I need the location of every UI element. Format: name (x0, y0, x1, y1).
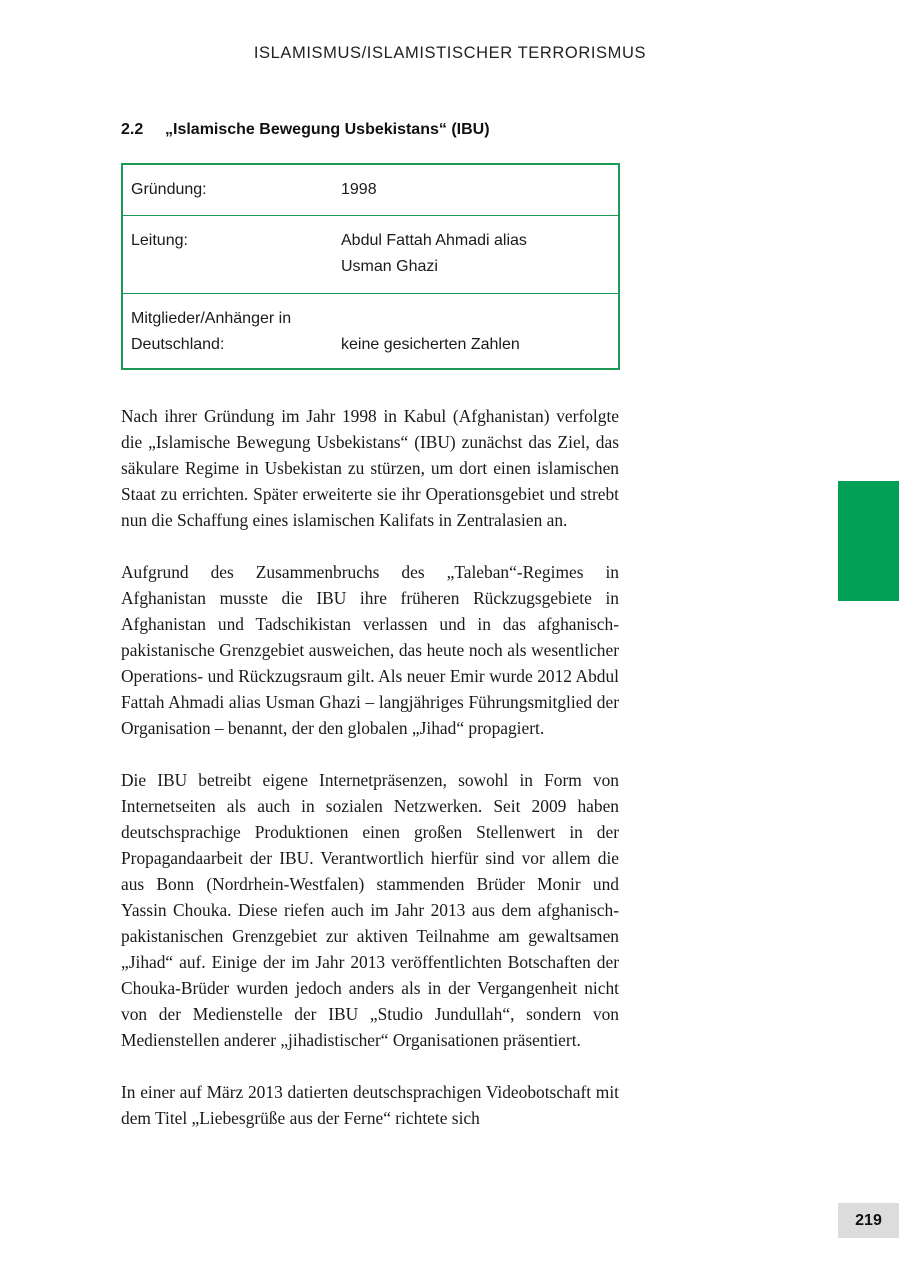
founding-label: Gründung: (131, 181, 207, 198)
section-number: 2.2 (121, 121, 144, 138)
paragraph-founding: Nach ihrer Gründung im Jahr 1998 in Kabul (Afghanistan) verfolgte die „Islamische Bewegung Usbekistans“ (IBU) zunächst das Ziel, das säkulare Regime in Usbekistan zu stürzen, um dort einen islamischen Staat zu errichten. Später erweiterte sie ihr Operationsgebiet und strebt nun die Schaffung eines islamischen Kalifats in Zentralasien an. (121, 406, 619, 530)
section-heading (121, 121, 490, 139)
section-title: „Islamische Bewegung Usbekistans“ (IBU) (165, 121, 490, 138)
body-text (121, 403, 619, 1157)
paragraph-taleban: Aufgrund des Zusammenbruchs des „Taleban“-Regimes in Afghanistan musste die IBU ihre früheren Rückzugsgebiete in Afghanistan und Tadschikistan verlassen und in das afghanisch-pakistanische Grenzgebiet ausweichen, das heute noch als wesentlicher Operations- und Rückzugsraum gilt. Als neuer Emir wurde 2012 Abdul Fattah Ahmadi alias Usman Ghazi – langjähriges Führungsmitglied der Organisation – benannt, der den globalen „Jihad“ propagiert. (121, 562, 619, 738)
fact-row-members (123, 293, 618, 368)
leadership-value-line1: Abdul Fattah Ahmadi alias (341, 232, 527, 249)
founding-value: 1998 (341, 181, 377, 198)
chapter-tab-marker (838, 481, 899, 601)
fact-row-leadership (123, 215, 618, 293)
leadership-value-line2: Usman Ghazi (341, 258, 438, 275)
paragraph-internet: Die IBU betreibt eigene Internetpräsenzen, sowohl in Form von Internetseiten als auch in sozialen Netzwerken. Seit 2009 haben deutschsprachige Produktionen einen großen Stellenwert in der Propagandaarbeit der IBU. Verantwortlich hierfür sind vor allem die aus Bonn (Nordrhein-Westfalen) stammenden Brüder Monir und Yassin Chouka. Diese riefen auch im Jahr 2013 aus dem afghanisch-pakistanischen Grenzgebiet zur aktiven Teilnahme am gewaltsamen „Jihad“ auf. Einige der im Jahr 2013 veröffentlichten Botschaften der Chouka-Brüder wurden jedoch anders als in der Vergangenheit nicht von der Medienstelle der IBU „Studio Jundullah“, sondern von Medienstellen anderer „jihadistischer“ Organisationen präsentiert. (121, 770, 619, 1050)
paragraph-video: In einer auf März 2013 datierten deutschsprachigen Videobotschaft mit dem Titel „Liebesgrüße aus der Ferne“ richtete sich (121, 1082, 619, 1128)
members-label (123, 306, 341, 368)
running-header: ISLAMISMUS/ISLAMISTISCHER TERRORISMUS (253, 44, 647, 62)
fact-row-founding (123, 165, 618, 215)
members-label-line2: Deutschland: (131, 336, 225, 353)
leadership-label: Leitung: (131, 232, 188, 249)
fact-box (121, 163, 620, 370)
members-label-line1: Mitglieder/Anhänger in (131, 310, 292, 327)
members-value: keine gesicherten Zahlen (341, 336, 520, 353)
page-number: 219 (838, 1203, 899, 1238)
leadership-value (341, 228, 618, 293)
